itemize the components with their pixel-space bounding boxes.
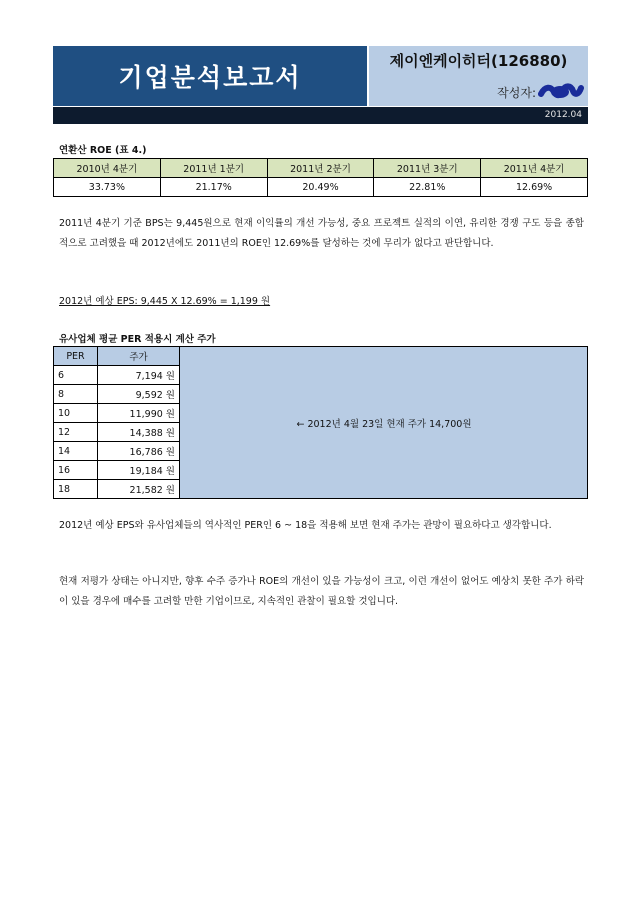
company-name: 제이엔케이히터(126880) — [389, 52, 568, 70]
writer-label: 작성자: — [497, 86, 536, 100]
per-cell: 14 — [54, 442, 98, 461]
company-box — [369, 46, 588, 106]
price-cell: 16,786 원 — [98, 442, 180, 461]
price-cell: 9,592 원 — [98, 385, 180, 404]
roe-header-cell: 2010년 4분기 — [54, 159, 161, 178]
price-cell: 19,184 원 — [98, 461, 180, 480]
roe-section-title: 연환산 ROE (표 4.) — [59, 145, 147, 156]
per-cell: 12 — [54, 423, 98, 442]
report-header — [53, 46, 588, 106]
per-cell: 10 — [54, 404, 98, 423]
per-cell: 6 — [54, 366, 98, 385]
price-cell: 7,194 원 — [98, 366, 180, 385]
roe-value-cell: 20.49% — [267, 178, 374, 197]
price-cell: 11,990 원 — [98, 404, 180, 423]
per-cell: 16 — [54, 461, 98, 480]
price-cell: 21,582 원 — [98, 480, 180, 499]
roe-table — [53, 158, 588, 197]
eps-line: 2012년 예상 EPS: 9,445 X 12.69% = 1,199 원 — [59, 296, 271, 307]
roe-value-cell: 12.69% — [481, 178, 588, 197]
price-cell: 14,388 원 — [98, 423, 180, 442]
roe-value-cell: 21.17% — [160, 178, 267, 197]
date-bar: 2012.04 — [53, 107, 588, 124]
bps-paragraph: 2011년 4분기 기준 BPS는 9,445원으로 현재 이익률의 개선 가능성, 중요 프로젝트 실적의 이연, 유리한 경쟁 구도 등을 종합적으로 고려했을 때 2012년에도 2011년의 ROE인 12.69%를 달성하는 것에 무리가 없다고 판단합니다. — [59, 218, 584, 249]
roe-header-cell: 2011년 2분기 — [267, 159, 374, 178]
roe-header-cell: 2011년 1분기 — [160, 159, 267, 178]
price-header-cell: 주가 — [98, 347, 180, 366]
roe-value-cell: 22.81% — [374, 178, 481, 197]
report-title: 기업분석보고서 — [53, 46, 367, 106]
per-section-title: 유사업체 평균 PER 적용시 계산 주가 — [59, 334, 216, 345]
per-header-cell: PER — [54, 347, 98, 366]
conclusion-paragraph: 현재 저평가 상태는 아니지만, 향후 수주 증가나 ROE의 개선이 있을 가능성이 크고, 이런 개선이 없어도 예상치 못한 주가 하락이 있을 경우에 매수를 고려할 만한 기업이므로, 지속적인 관찰이 필요할 것입니다. — [59, 576, 584, 607]
roe-value-cell: 33.73% — [54, 178, 161, 197]
per-cell: 18 — [54, 480, 98, 499]
roe-header-cell: 2011년 3분기 — [374, 159, 481, 178]
per-table — [53, 346, 588, 499]
roe-header-cell: 2011년 4분기 — [481, 159, 588, 178]
per-cell: 8 — [54, 385, 98, 404]
signature-redaction — [538, 80, 584, 102]
current-price-note: ← 2012년 4월 23일 현재 주가 14,700원 — [180, 347, 588, 499]
valuation-paragraph: 2012년 예상 EPS와 유사업체들의 역사적인 PER인 6 ~ 18을 적용해 보면 현재 주가는 관망이 필요하다고 생각합니다. — [59, 520, 552, 531]
